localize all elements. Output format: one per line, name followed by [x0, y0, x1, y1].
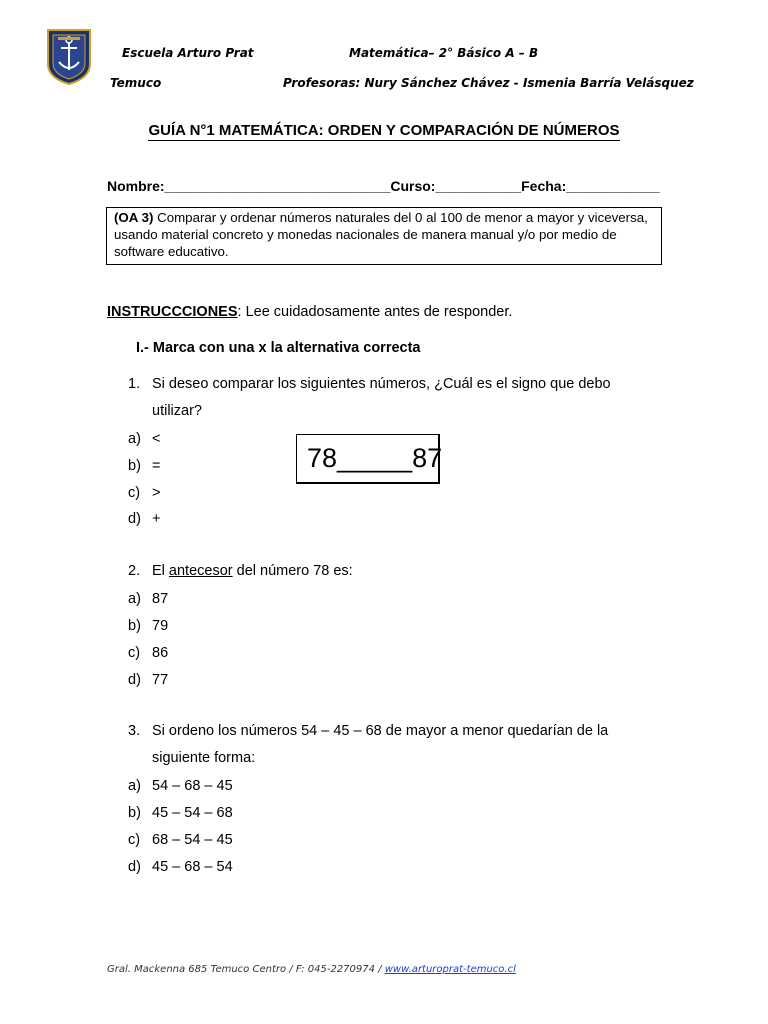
- course-field[interactable]: Curso:___________: [390, 178, 522, 194]
- footer-address: Gral. Mackenna 685 Temuco Centro / F: 045-2270974 /: [107, 964, 385, 975]
- footer: [107, 964, 516, 975]
- question-number: 1.: [128, 376, 141, 392]
- student-fields: [107, 178, 660, 194]
- question-number: 2.: [128, 563, 141, 579]
- school-crest-icon: [46, 28, 92, 86]
- subject-line: Matemática– 2° Básico A – B: [349, 46, 539, 60]
- question-text: Si ordeno los números 54 – 45 – 68 de mayor a menor quedarían de la siguiente forma:: [152, 723, 609, 766]
- instructions-text: : Lee cuidadosamente antes de responder.: [237, 304, 513, 320]
- instructions-label: INSTRUCCCIONES: [107, 304, 238, 320]
- question-text: Si deseo comparar los siguientes números, ¿Cuál es el signo que debo utilizar?: [152, 376, 611, 419]
- school-name: Escuela Arturo Prat: [122, 46, 254, 60]
- date-field[interactable]: Fecha:____________: [521, 178, 660, 194]
- underlined-word: antecesor: [168, 563, 233, 579]
- instructions: [107, 304, 512, 320]
- website-link[interactable]: www.arturoprat-temuco.cl: [384, 964, 516, 975]
- question-text: El antecesor del número 78 es:: [152, 563, 353, 579]
- city-line: Temuco: [110, 76, 162, 90]
- question-number: 3.: [128, 723, 141, 739]
- page-title: GUÍA N°1 MATEMÁTICA: ORDEN Y COMPARACIÓN DE NÚMEROS: [148, 122, 620, 139]
- name-field[interactable]: Nombre:_____________________________: [107, 178, 391, 194]
- comparison-box: 78_____87: [296, 434, 440, 484]
- objective-code: (OA 3): [114, 210, 154, 225]
- objective-text: Comparar y ordenar números naturales del 0 al 100 de menor a mayor y viceversa, usando material concreto y monedas nacionales de manera manual y/o por medio de software educativo.: [114, 210, 648, 259]
- teachers-line: Profesoras: Nury Sánchez Chávez - Ismenia Barría Velásquez: [283, 76, 694, 90]
- section-title: I.- Marca con una x la alternativa correcta: [136, 340, 421, 356]
- objective-box: [106, 207, 662, 265]
